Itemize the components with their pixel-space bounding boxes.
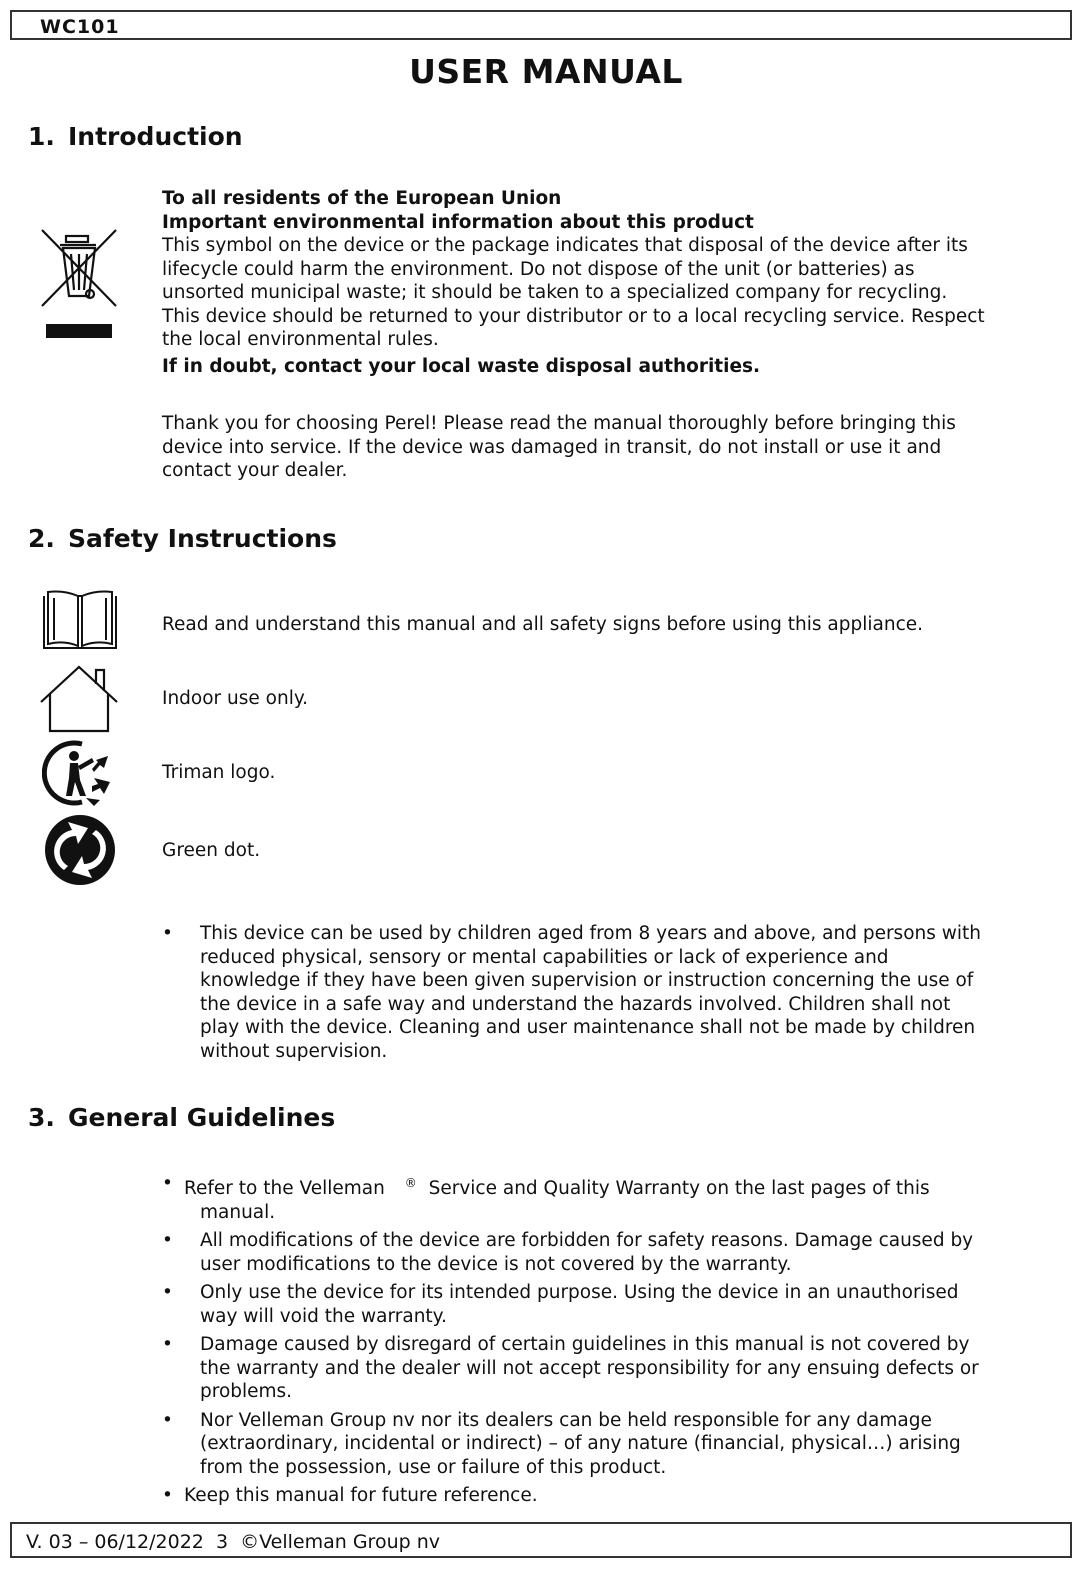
bullet-line: manual. — [200, 1201, 276, 1223]
manual-book-icon — [40, 588, 120, 652]
indoor-house-icon — [38, 664, 120, 734]
doubt-notice: If in doubt, contact your local waste disposal authorities. — [162, 355, 761, 377]
bullet-dot: • — [162, 1230, 173, 1252]
environment-info — [162, 187, 1042, 378]
registered-mark: ® — [404, 1176, 417, 1190]
bullet-text: Service and Quality Warranty on the last pages of this — [428, 1178, 930, 1200]
bullet-line: from the possession, use or failure of this product. — [200, 1456, 667, 1478]
thanks-line: contact your dealer. — [162, 460, 348, 481]
bullet-line: Nor Velleman Group nv nor its dealers can be held responsible for any damage — [200, 1409, 932, 1431]
bullet-dot: • — [162, 1334, 173, 1356]
green-dot-icon — [42, 812, 118, 888]
footer-version: V. 03 – 06/12/2022 3 ©Velleman Group nv — [26, 1531, 441, 1553]
bullet-dot: • — [162, 1173, 173, 1194]
section-number: 1. — [28, 122, 55, 151]
bullet-dot: • — [162, 1409, 173, 1431]
guidelines-bullet-list — [162, 1172, 1042, 1513]
page-title: USER MANUAL — [409, 52, 683, 91]
list-item — [162, 922, 1042, 1063]
bullet-line: problems. — [200, 1381, 293, 1403]
bullet-line: play with the device. Cleaning and user maintenance shall not be made by children — [200, 1017, 976, 1038]
section-heading-safety — [28, 524, 337, 553]
bullet-line: (extraordinary, incidental or indirect) – of any nature (financial, physical…) arising — [200, 1433, 961, 1455]
section-title: General Guidelines — [68, 1103, 336, 1132]
list-item — [162, 1172, 1042, 1224]
bullet-line: Damage caused by disregard of certain guidelines in this manual is not covered by — [200, 1334, 970, 1356]
model-code: WC101 — [40, 16, 120, 38]
bullet-line: the warranty and the dealer will not accept responsibility for any ensuing defects or — [200, 1357, 979, 1379]
env-text-line: the local environmental rules. — [162, 329, 439, 350]
bullet-line: All modifications of the device are forbidden for safety reasons. Damage caused by — [200, 1230, 974, 1252]
thanks-line: Thank you for choosing Perel! Please read the manual thoroughly before bringing this — [162, 413, 956, 434]
eu-heading: To all residents of the European Union — [162, 188, 562, 209]
bullet-dot: • — [162, 923, 173, 944]
bullet-line: knowledge if they have been given supervision or instruction concerning the use of — [200, 970, 974, 991]
env-heading: Important environmental information about this product — [162, 211, 754, 233]
env-text-line: unsorted municipal waste; it should be taken to a specialized company for recycling. — [162, 282, 948, 303]
section-number: 2. — [28, 524, 55, 553]
list-item — [162, 1409, 1042, 1480]
weee-crossed-bin-icon — [38, 226, 120, 342]
bullet-line: without supervision. — [200, 1040, 388, 1062]
section-title: Introduction — [68, 122, 243, 151]
env-text-line: This device should be returned to your distributor or to a local recycling service. Respect — [162, 305, 985, 327]
bullet-line: way will void the warranty. — [200, 1305, 447, 1327]
triman-logo-icon — [42, 738, 118, 808]
symbol-text-green-dot: Green dot. — [162, 840, 261, 861]
bullet-line: Only use the device for its intended purpose. Using the device in an unauthorised — [200, 1282, 959, 1304]
section-heading-introduction — [28, 122, 243, 151]
bullet-dot: • — [162, 1485, 173, 1507]
list-item — [162, 1229, 1042, 1276]
symbol-text-manual: Read and understand this manual and all safety signs before using this appliance. — [162, 614, 924, 635]
symbol-text-indoor: Indoor use only. — [162, 688, 309, 709]
section-number: 3. — [28, 1103, 55, 1132]
header-box — [10, 10, 1072, 40]
list-item — [162, 1484, 1042, 1508]
bullet-line: This device can be used by children aged from 8 years and above, and persons with — [200, 923, 982, 944]
thanks-line: device into service. If the device was damaged in transit, do not install or use it and — [162, 436, 942, 458]
list-item — [162, 1281, 1042, 1328]
thanks-paragraph — [162, 412, 1042, 483]
bullet-line: user modifications to the device is not covered by the warranty. — [200, 1253, 792, 1275]
section-title: Safety Instructions — [68, 524, 337, 553]
bullet-line: Keep this manual for future reference. — [184, 1485, 538, 1507]
bullet-text: Refer to the Velleman — [184, 1178, 385, 1200]
env-text-line: This symbol on the device or the package indicates that disposal of the device after its — [162, 235, 968, 256]
symbol-text-triman: Triman logo. — [162, 762, 276, 783]
bullet-line: reduced physical, sensory or mental capabilities or lack of experience and — [200, 946, 889, 968]
bullet-line: the device in a safe way and understand the hazards involved. Children shall not — [200, 993, 951, 1015]
env-text-line: lifecycle could harm the environment. Do not dispose of the unit (or batteries) as — [162, 258, 915, 280]
list-item — [162, 1333, 1042, 1404]
bullet-dot: • — [162, 1282, 173, 1304]
safety-bullet-list — [162, 922, 1042, 1068]
section-heading-guidelines — [28, 1103, 335, 1132]
